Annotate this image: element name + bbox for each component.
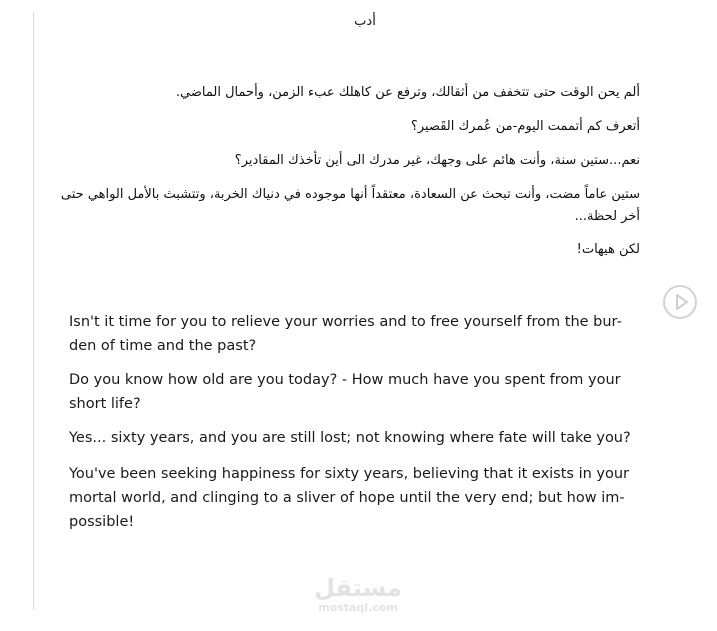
- english-paragraph-4: You've been seeking happiness for sixty years, believing that it exists in your mortal world, and clinging to a sliver of hope until the very end; but how im-possible!: [69, 466, 630, 530]
- document-title: أدب: [354, 14, 376, 29]
- watermark: [308, 574, 408, 614]
- arabic-paragraph-5: لكن هيهات!: [576, 242, 640, 257]
- page-margin-rule: [33, 12, 34, 610]
- watermark-url: mostaql.com: [318, 601, 398, 614]
- watermark-logo: مستقل: [314, 574, 402, 602]
- play-button[interactable]: [663, 285, 697, 319]
- arabic-paragraph-4: ستين عاماً مضت، وأنت تبحث عن السعادة، معتقداً أنها موجوده في دنياك الخربة، وتتشبث بالأمل الواهي حتى أخر لحظة...: [60, 187, 640, 224]
- arabic-paragraph-3: نعم...ستين سنة، وأنت هائم على وجهك، غير مدرك الى أين تأخذك المقادير؟: [234, 153, 640, 168]
- english-paragraph-2: Do you know how old are you today? - How much have you spent from your short life?: [69, 372, 621, 412]
- arabic-paragraph-1: ألم يحن الوقت حتى تتخفف من أثقالك، وترفع عن كاهلك عبء الزمن، وأحمال الماضي.: [175, 85, 640, 100]
- play-icon: [665, 287, 695, 317]
- arabic-paragraph-2: أتعرف كم أتممت اليوم-من عُمرك القَصير؟: [410, 119, 640, 134]
- english-paragraph-1: Isn't it time for you to relieve your worries and to free yourself from the bur-den of time and the past?: [69, 314, 622, 354]
- english-paragraph-3: Yes... sixty years, and you are still lost; not knowing where fate will take you?: [69, 430, 631, 446]
